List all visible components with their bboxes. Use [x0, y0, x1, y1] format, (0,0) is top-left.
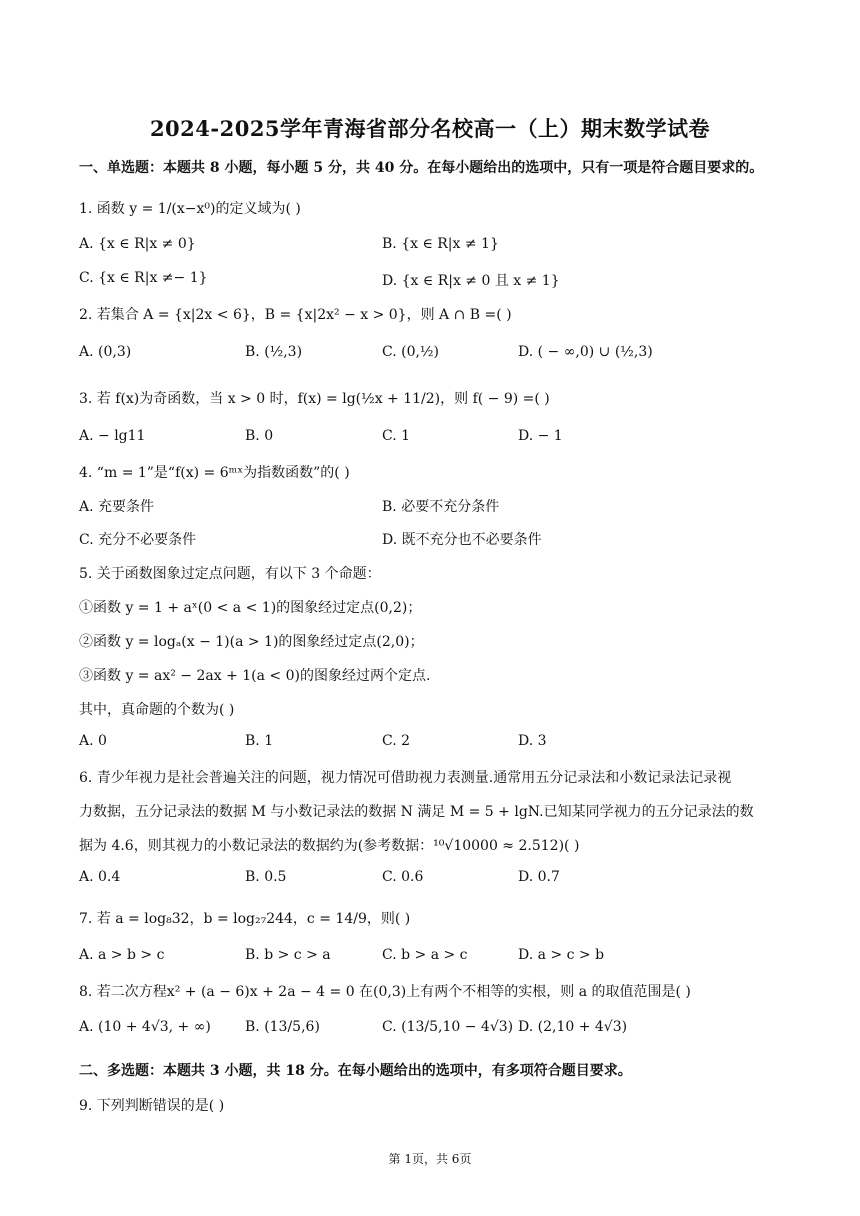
question-6-option-c: C. 0.6 [382, 869, 424, 885]
question-8-option-b: B. (13/5,6) [245, 1019, 320, 1035]
question-4-stem: 4. “m = 1”是“f(x) = 6ᵐˣ为指数函数”的( ) [79, 465, 350, 481]
question-5-statement-2: ②函数 y = logₐ(x − 1)(a > 1)的图象经过定点(2,0)； [79, 634, 424, 650]
question-8-stem: 8. 若二次方程x² + (a − 6)x + 2a − 4 = 0 在(0,3)上有两个不相等的实根，则 a 的取值范围是( ) [79, 984, 691, 1000]
question-7-option-a: A. a > b > c [79, 947, 165, 963]
question-6-option-a: A. 0.4 [79, 869, 121, 885]
question-9-stem: 9. 下列判断错误的是( ) [79, 1098, 225, 1114]
page-title: 2024-2025学年青海省部分名校高一（上）期末数学试卷 [149, 116, 711, 141]
question-8-option-a: A. (10 + 4√3, + ∞) [79, 1019, 211, 1035]
question-3-stem: 3. 若 f(x)为奇函数，当 x > 0 时，f(x) = lg(½x + 11/2)，则 f( − 9) =( ) [79, 391, 550, 407]
question-6-option-d: D. 0.7 [518, 869, 560, 885]
question-5-prompt: 其中，真命题的个数为( ) [79, 702, 235, 718]
question-5-statement-1: ①函数 y = 1 + aˣ(0 < a < 1)的图象经过定点(0,2)； [79, 600, 422, 616]
question-5-stem: 5. 关于函数图象过定点问题，有以下 3 个命题： [79, 566, 381, 582]
question-5-option-a: A. 0 [79, 733, 107, 749]
question-5-option-c: C. 2 [382, 733, 411, 749]
question-2-stem: 2. 若集合 A = {x|2x < 6}，B = {x|2x² − x > 0}，则 A ∩ B =( ) [79, 307, 512, 323]
page-footer: 第 1页，共 6页 [388, 1152, 472, 1166]
question-6-option-b: B. 0.5 [245, 869, 287, 885]
question-5-option-b: B. 1 [245, 733, 274, 749]
question-7-option-d: D. a > c > b [518, 947, 605, 963]
question-5-statement-3: ③函数 y = ax² − 2ax + 1(a < 0)的图象经过两个定点. [79, 668, 431, 684]
question-2-option-b: B. (½,3) [245, 344, 303, 360]
question-4-option-c: C. 充分不必要条件 [79, 532, 197, 548]
question-1-option-b: B. {x ∈ R|x ≠ 1} [382, 236, 499, 252]
question-2-option-d: D. ( − ∞,0) ∪ (½,3) [518, 344, 653, 360]
question-7-option-c: C. b > a > c [382, 947, 468, 963]
question-8-option-d: D. (2,10 + 4√3) [518, 1019, 628, 1035]
question-2-option-a: A. (0,3) [79, 344, 132, 360]
section-heading-single-choice: 一、单选题：本题共 8 小题，每小题 5 分，共 40 分。在每小题给出的选项中，只有一项是符合题目要求的。 [79, 160, 764, 176]
question-3-option-b: B. 0 [245, 428, 274, 444]
question-7-option-b: B. b > c > a [245, 947, 331, 963]
section-heading-multiple-choice: 二、多选题：本题共 3 小题，共 18 分。在每小题给出的选项中，有多项符合题目要求。 [79, 1063, 632, 1079]
question-5-option-d: D. 3 [518, 733, 547, 749]
question-6-stem-line-1: 6. 青少年视力是社会普遍关注的问题，视力情况可借助视力表测量.通常用五分记录法和小数记录法记录视 [79, 770, 732, 786]
question-4-option-b: B. 必要不充分条件 [382, 499, 500, 515]
question-3-option-d: D. − 1 [518, 428, 563, 444]
question-6-stem-line-2: 力数据，五分记录法的数据 M 与小数记录法的数据 N 满足 M = 5 + lgN.已知某同学视力的五分记录法的数 [79, 804, 754, 820]
question-3-option-c: C. 1 [382, 428, 411, 444]
question-4-option-d: D. 既不充分也不必要条件 [382, 532, 542, 548]
question-1-option-d: D. {x ∈ R|x ≠ 0 且 x ≠ 1} [382, 273, 560, 289]
question-6-stem-line-3: 据为 4.6，则其视力的小数记录法的数据约为(参考数据：¹⁰√10000 ≈ 2.512)( ) [79, 838, 580, 854]
question-1-option-c: C. {x ∈ R|x ≠− 1} [79, 270, 208, 286]
question-4-option-a: A. 充要条件 [79, 499, 155, 515]
question-1-stem: 1. 函数 y = 1/(x−x⁰)的定义域为( ) [79, 201, 301, 217]
question-7-stem: 7. 若 a = log₈32，b = log₂₇244，c = 14/9，则( ) [79, 911, 411, 927]
question-2-option-c: C. (0,½) [382, 344, 439, 360]
question-1-option-a: A. {x ∈ R|x ≠ 0} [79, 236, 196, 252]
question-3-option-a: A. − lg11 [79, 428, 146, 444]
question-8-option-c: C. (13/5,10 − 4√3) [382, 1019, 514, 1035]
